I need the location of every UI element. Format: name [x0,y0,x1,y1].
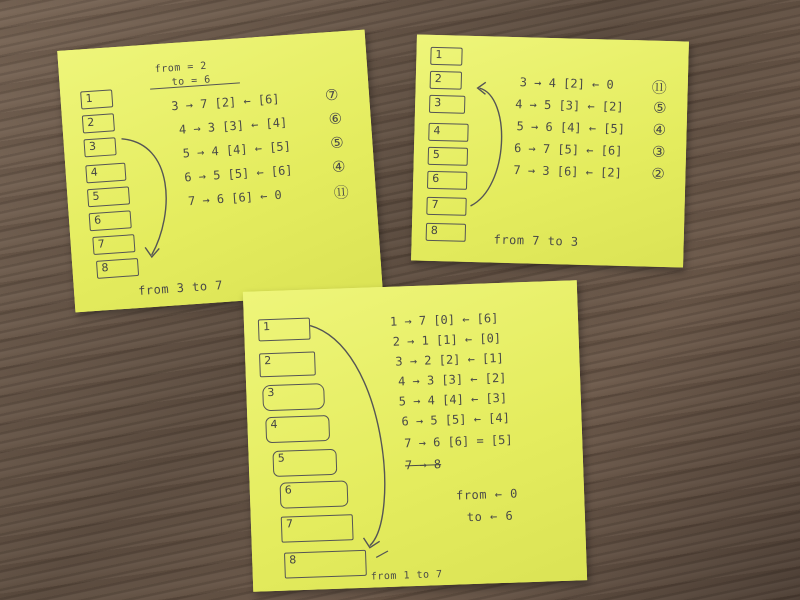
caption: from 7 to 3 [493,232,579,249]
step-line: 5 → 4 [4] ← [5] [182,139,292,161]
memory-cell: 7 [281,514,354,542]
circled-number: ⑦ [324,85,340,105]
memory-cell: 6 [427,171,467,190]
memory-cell: 3 [429,95,465,114]
circled-number: ④ [331,157,347,177]
circled-number: ④ [652,120,667,140]
step-line: 4 → 3 [3] ← [4] [178,115,288,137]
memory-cell: 4 [85,163,126,184]
step-line: 6 → 5 [5] ← [6] [183,162,293,185]
to-assignment: to ← 6 [466,508,514,525]
step-line: 7 → 6 [6] ← 0 [187,187,283,209]
step-line: 2 → 1 [1] ← [0] [392,330,502,349]
memory-cell: 8 [96,258,139,279]
memory-cell: 4 [428,123,468,142]
step-line: 3 → 7 [2] ← [6] [170,91,280,114]
circled-number: ⑤ [652,98,668,118]
memory-cell: 5 [87,186,130,207]
crossed-step-line: 7 → 8 [404,457,442,473]
from-label: from = 2 [154,60,208,76]
step-line: 7 → 6 [6] = [5] [404,432,513,451]
memory-cell: 2 [82,113,115,133]
circled-number: ③ [651,142,667,162]
memory-cell: 6 [280,480,349,508]
circled-number: ② [651,164,666,184]
memory-cell: 5 [272,449,337,477]
sticky-note-bottom [243,280,587,591]
memory-cell: 5 [428,147,468,166]
sticky-note-right [411,34,689,267]
step-line: 6 → 7 [5] ← [6] [513,141,623,158]
memory-cell: 3 [83,137,116,157]
step-line: 5 → 6 [4] ← [5] [516,119,626,136]
step-line: 3 → 4 [2] ← 0 [519,75,614,92]
memory-cell: 8 [284,550,367,579]
circled-number: ⑪ [333,183,350,203]
memory-cell: 1 [430,47,462,66]
memory-cell: 2 [430,71,462,90]
step-line: 7 → 3 [6] ← [2] [513,163,623,180]
memory-cell: 3 [262,383,325,411]
memory-cell: 8 [426,223,466,242]
memory-cell: 6 [89,210,132,231]
circled-number: ⑥ [328,109,344,129]
circled-number: ⑪ [651,78,668,98]
to-label: to = 6 [171,74,212,89]
circled-number: ⑤ [329,133,345,153]
move-arrow [57,30,383,313]
memory-cell: 7 [92,234,135,255]
move-arrow [411,34,689,267]
memory-cell: 4 [265,415,330,443]
step-line: 5 → 4 [4] ← [3] [398,390,508,409]
memory-cell: 1 [80,89,113,109]
from-assignment: from ← 0 [455,486,519,503]
sticky-note-left [57,30,383,313]
memory-cell: 1 [258,318,311,342]
step-line: 6 → 5 [5] ← [4] [401,410,511,429]
caption: from 1 to 7 [370,569,443,583]
caption: from 3 to 7 [137,278,224,298]
memory-cell: 2 [259,351,316,377]
step-line: 3 → 2 [2] ← [1] [395,350,504,369]
step-line: 4 → 5 [3] ← [2] [515,97,624,114]
step-line: 4 → 3 [3] ← [2] [397,370,507,389]
move-arrow [243,280,587,591]
step-line: 1 → 7 [0] ← [6] [389,311,499,329]
memory-cell: 7 [426,197,466,216]
